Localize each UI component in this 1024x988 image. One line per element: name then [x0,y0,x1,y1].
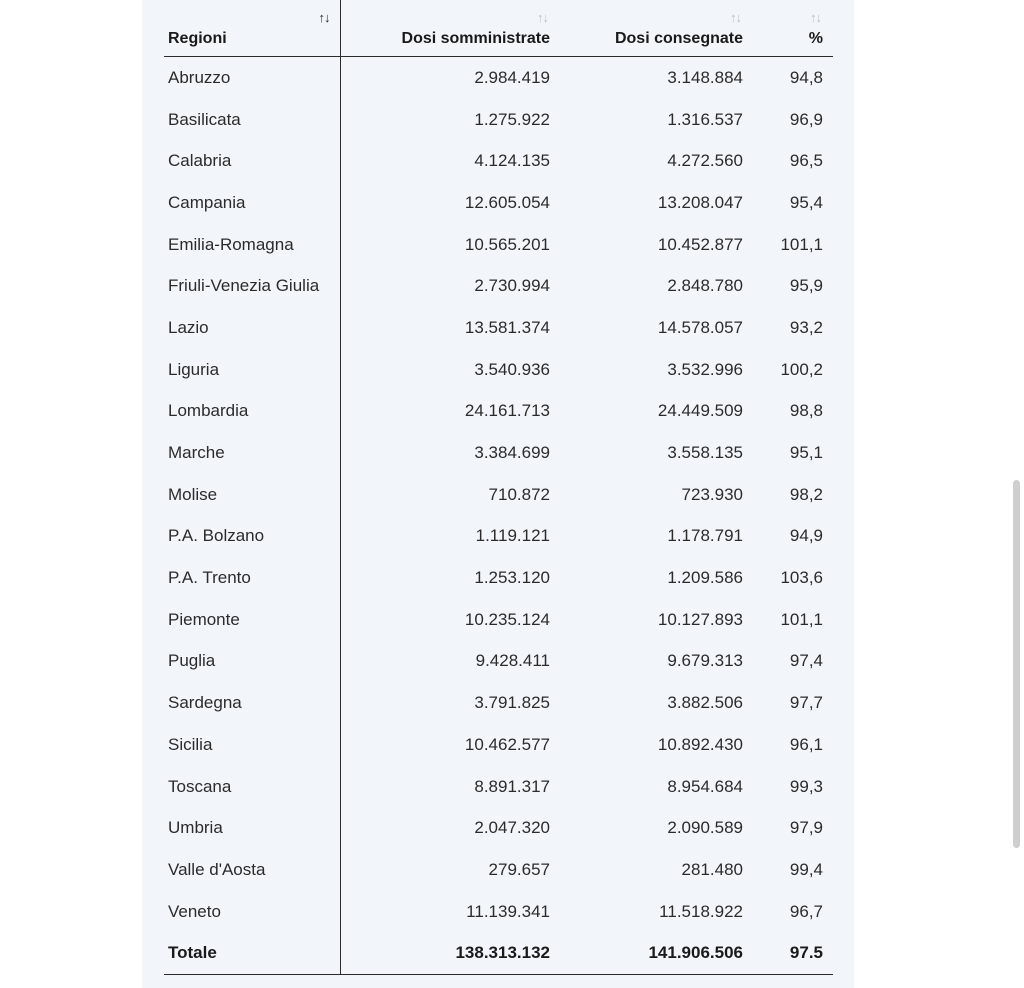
cell-percent: 100,2 [780,359,823,379]
cell-administered: 10.235.124 [464,609,550,629]
cell-region: Campania [164,182,340,224]
cell-region: Liguria [164,349,340,391]
cell-percent: 99,3 [789,776,823,796]
table-row [164,391,833,433]
cell-region: Basilicata [164,99,340,141]
cell-percent: 97,4 [789,651,823,671]
cell-delivered: 141.906.506 [560,932,753,974]
cell-administered: 1.253.120 [474,568,550,588]
table-total-row [164,932,833,974]
cell-administered: 24.161.713 [464,401,550,421]
table-row [164,682,833,724]
column-header-percent[interactable] [753,0,833,57]
cell-region: Veneto [164,891,340,933]
header-row [164,0,833,57]
cell-administered: 3.540.936 [474,359,550,379]
cell-region: Molise [164,474,340,516]
cell-region: Abruzzo [164,57,340,99]
cell-percent: 101,1 [780,609,823,629]
sort-icon[interactable]: ↑↓ [318,10,330,25]
cell-percent: 97,9 [789,818,823,838]
cell-delivered: 1.178.791 [667,526,743,546]
cell-region: Lombardia [164,391,340,433]
cell-delivered: 11.518.922 [659,901,743,921]
cell-administered: 710.872 [488,484,550,504]
cell-administered: 3.791.825 [474,693,550,713]
table-row [164,474,833,516]
cell-region: Totale [164,932,340,974]
cell-percent: 96,5 [789,151,823,171]
column-header-region[interactable] [164,0,340,57]
table-row [164,766,833,808]
sort-icon[interactable]: ↑↓ [537,10,548,25]
cell-administered: 9.428.411 [475,651,550,671]
cell-administered: 8.891.317 [474,776,550,796]
cell-delivered: 2.848.780 [667,276,743,296]
cell-percent: 103,6 [780,568,823,588]
table-header [164,0,833,57]
cell-delivered: 3.532.996 [667,359,743,379]
cell-delivered: 281.480 [681,859,743,879]
cell-administered: 1.119.121 [475,526,550,546]
cell-delivered: 3.882.506 [667,693,743,713]
cell-administered: 4.124.135 [474,151,550,171]
cell-delivered: 24.449.509 [657,401,743,421]
cell-region: P.A. Trento [164,557,340,599]
cell-region: Emilia-Romagna [164,224,340,266]
table-row [164,807,833,849]
cell-delivered: 10.127.893 [657,609,743,629]
sort-icon[interactable]: ↑↓ [730,10,741,25]
table-row [164,265,833,307]
sort-icon[interactable]: ↑↓ [810,10,821,25]
cell-delivered: 9.679.313 [667,651,743,671]
cell-region: Lazio [164,307,340,349]
column-header-label: Dosi somministrate [401,30,550,47]
cell-delivered: 3.558.135 [667,443,743,463]
cell-administered: 2.984.419 [474,67,550,87]
table-row [164,224,833,266]
cell-administered: 2.730.994 [474,276,550,296]
cell-delivered: 4.272.560 [667,151,743,171]
cell-delivered: 14.578.057 [657,317,743,337]
cell-administered: 3.384.699 [474,443,550,463]
column-header-label: Dosi consegnate [614,30,743,47]
cell-administered: 10.462.577 [464,734,550,754]
cell-percent: 95,4 [789,192,823,212]
cell-delivered: 10.452.877 [657,234,743,254]
cell-percent: 96,9 [789,109,823,129]
table-row [164,891,833,933]
cell-percent: 101,1 [780,234,823,254]
vaccination-table [164,0,833,975]
cell-region: Sicilia [164,724,340,766]
cell-percent: 97.5 [753,932,833,974]
cell-region: P.A. Bolzano [164,516,340,558]
table-row [164,57,833,99]
cell-delivered: 723.930 [681,484,743,504]
cell-region: Puglia [164,641,340,683]
cell-region: Valle d'Aosta [164,849,340,891]
column-header-label: Regioni [168,30,227,47]
cell-delivered: 3.148.884 [667,67,743,87]
cell-percent: 95,9 [789,276,823,296]
table-row [164,641,833,683]
cell-percent: 96,7 [789,901,823,921]
table-row [164,140,833,182]
cell-delivered: 13.208.047 [657,192,743,212]
table-row [164,307,833,349]
cell-percent: 97,7 [789,693,823,713]
table-row [164,349,833,391]
cell-region: Piemonte [164,599,340,641]
cell-administered: 12.605.054 [464,192,550,212]
column-header-administered[interactable] [340,0,560,57]
cell-administered: 11.139.341 [466,901,550,921]
cell-region: Umbria [164,807,340,849]
column-header-delivered[interactable] [560,0,753,57]
table-row [164,599,833,641]
cell-percent: 94,8 [789,67,823,87]
cell-administered: 279.657 [488,859,550,879]
cell-administered: 13.581.374 [464,317,550,337]
cell-percent: 98,8 [789,401,823,421]
table-row [164,99,833,141]
cell-percent: 96,1 [789,734,823,754]
scrollbar[interactable] [1013,480,1020,848]
cell-region: Toscana [164,766,340,808]
table-row [164,432,833,474]
cell-administered: 10.565.201 [464,234,550,254]
table-row [164,182,833,224]
column-header-label: % [808,30,823,47]
cell-percent: 98,2 [789,484,823,504]
table-body [164,57,833,975]
cell-region: Sardegna [164,682,340,724]
cell-administered: 1.275.922 [474,109,550,129]
cell-region: Calabria [164,140,340,182]
cell-delivered: 1.316.537 [667,109,743,129]
cell-delivered: 1.209.586 [667,568,743,588]
table-row [164,516,833,558]
cell-region: Friuli-Venezia Giulia [164,265,340,307]
table-row [164,724,833,766]
cell-percent: 93,2 [789,317,823,337]
cell-delivered: 2.090.589 [667,818,743,838]
cell-delivered: 10.892.430 [657,734,743,754]
cell-percent: 94,9 [789,526,823,546]
cell-administered: 138.313.132 [340,932,560,974]
cell-percent: 95,1 [789,443,823,463]
table-row [164,557,833,599]
cell-region: Marche [164,432,340,474]
cell-percent: 99,4 [789,859,823,879]
table-row [164,849,833,891]
cell-delivered: 8.954.684 [667,776,743,796]
cell-administered: 2.047.320 [474,818,550,838]
